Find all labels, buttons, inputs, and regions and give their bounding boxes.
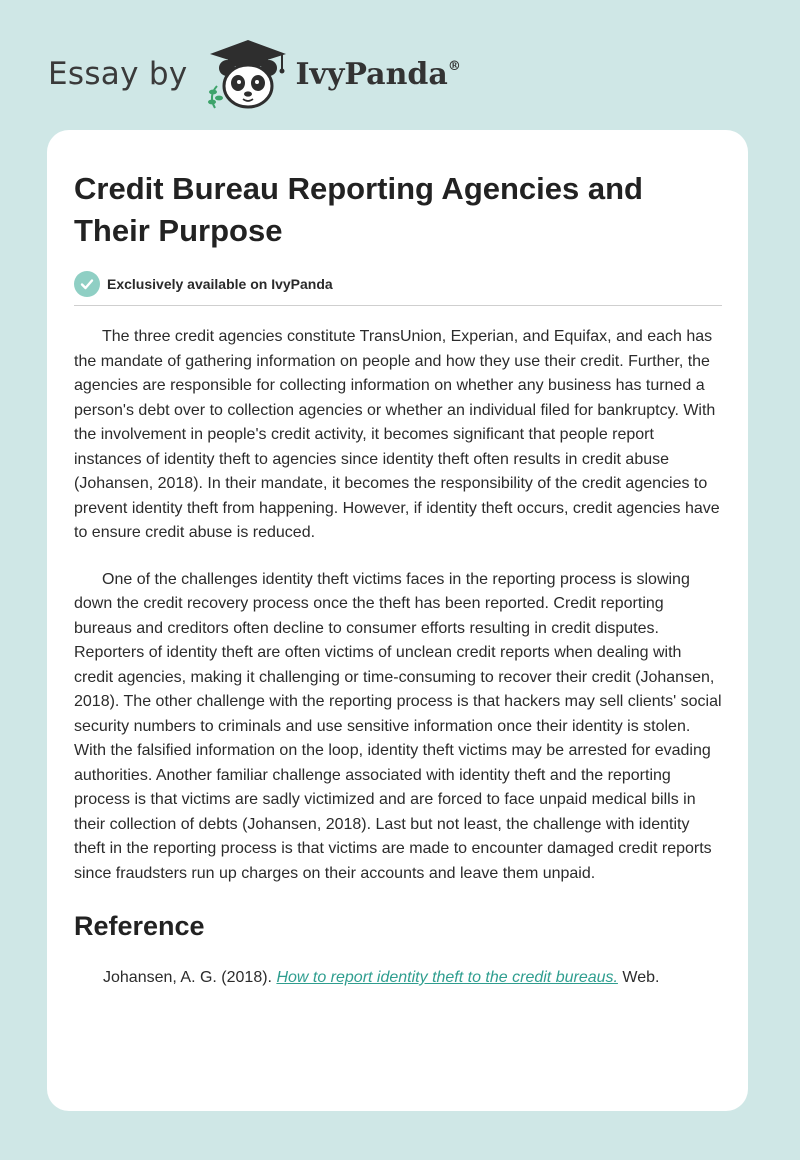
registered-mark: ®: [447, 58, 461, 74]
page-title: Credit Bureau Reporting Agencies and Their Purpose: [74, 171, 643, 248]
check-icon: [74, 271, 100, 297]
brand-name-text: IvyPanda: [295, 56, 448, 92]
reference-suffix: Web.: [617, 969, 660, 986]
reference-link[interactable]: How to report identity theft to the credit bureaus.: [276, 969, 618, 986]
reference-heading: Reference: [74, 911, 205, 941]
site-brand[interactable]: [48, 36, 461, 112]
brand-name: [296, 57, 461, 92]
brand-prefix: Essay by: [48, 56, 188, 92]
essay-card: [47, 130, 748, 1111]
exclusive-badge: [74, 270, 722, 298]
reference-prefix: Johansen, A. G. (2018).: [103, 969, 277, 986]
divider: [74, 305, 722, 306]
exclusive-label: Exclusively available on IvyPanda: [107, 276, 333, 292]
reference-entry: [74, 966, 722, 990]
body-paragraph-1: The three credit agencies constitute TransUnion, Experian, and Equifax, and each has the mandate of gathering information on people and how they use their credit. Further, the agencies are responsible for collecting information on whether any business has turned a person's debt over to collection agencies or whether an individual filed for bankruptcy. With the involvement in people's credit activity, it becomes significant that people report instances of identity theft to agencies since identity theft often results in credit abuse (Johansen, 2018). In their mandate, it becomes the responsibility of the credit agencies to prevent identity theft from happening. However, if identity theft occurs, credit agencies have to ensure credit abuse is reduced.: [74, 328, 720, 541]
panda-logo-icon: [202, 36, 294, 112]
body-paragraph-2: One of the challenges identity theft victims faces in the reporting process is slowing down the credit recovery process once the theft has been reported. Credit reporting bureaus and creditors often decline to consumer efforts resulting in credit disputes. Reporters of identity theft are often victims of unclean credit reports when dealing with credit agencies, making it challenging or time-consuming to recover their credit (Johansen, 2018). The other challenge with the reporting process is that hackers may sell clients' social security numbers to criminals and use sensitive information once their identity is stolen. With the falsified information on the loop, identity theft victims may be arrested for evading authorities. Another familiar challenge associated with identity theft and the reporting process is that victims are sadly victimized and are forced to face unpaid medical bills in their collection of debts (Johansen, 2018). Last but not least, the challenge with identity theft in the reporting process is that victims are made to encounter damaged credit reports since fraudsters run up charges on their accounts and leave them unpaid.: [74, 570, 722, 882]
